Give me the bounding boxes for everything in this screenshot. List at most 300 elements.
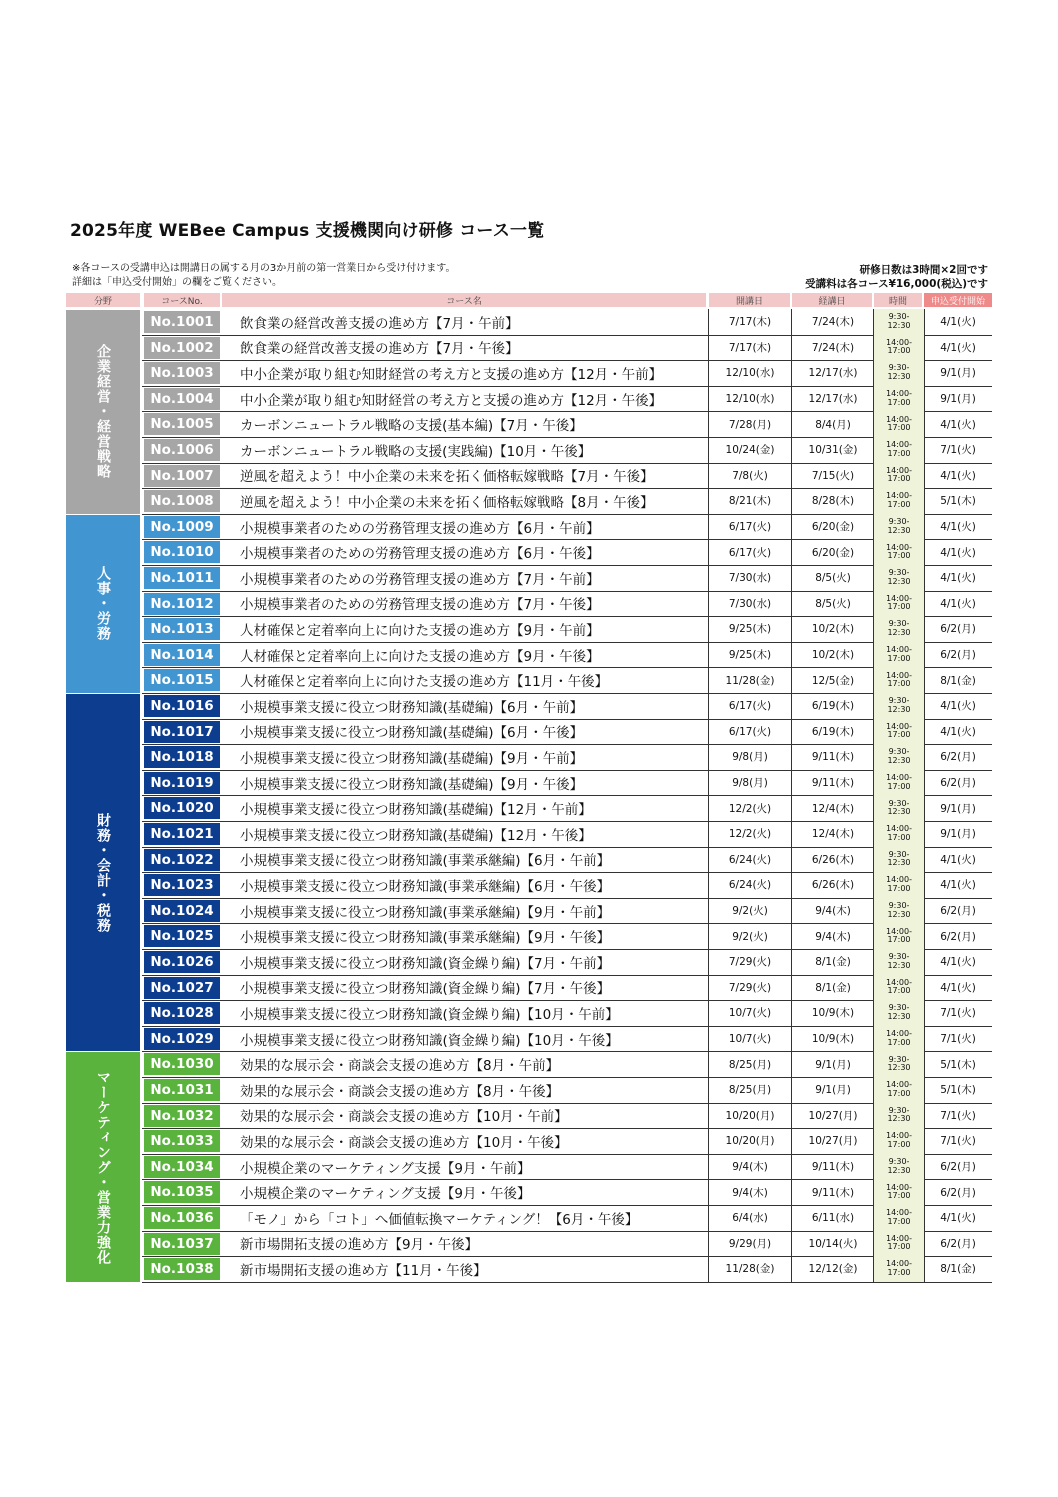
table-row bbox=[142, 1051, 992, 1078]
time-to: 12:30 bbox=[887, 1165, 911, 1175]
course-name: 小規模事業支援に役立つ財務知識(基礎編)【12月・午後】 bbox=[240, 827, 592, 844]
start-date: 10/7(火) bbox=[708, 1026, 791, 1052]
end-date: 8/1(金) bbox=[791, 975, 874, 1001]
time-to: 17:00 bbox=[887, 1191, 911, 1201]
time-slot bbox=[873, 719, 925, 745]
start-date: 9/2(火) bbox=[708, 923, 791, 949]
table-row bbox=[142, 898, 992, 925]
time-slot bbox=[873, 975, 925, 1001]
course-no-badge: No.1011 bbox=[144, 567, 220, 589]
course-no-badge: No.1032 bbox=[144, 1105, 220, 1127]
end-date: 6/11(水) bbox=[791, 1205, 874, 1231]
application-start-date: 9/1(月) bbox=[940, 367, 976, 380]
end-date: 9/11(木) bbox=[791, 744, 874, 770]
time-slot bbox=[873, 309, 925, 335]
start-date: 9/8(月) bbox=[708, 744, 791, 770]
start-date: 8/25(月) bbox=[708, 1077, 791, 1103]
table-row bbox=[142, 821, 992, 848]
time-slot bbox=[873, 591, 925, 617]
course-name: 小規模事業者のための労務管理支援の進め方【6月・午後】 bbox=[240, 546, 600, 563]
time-to: 12:30 bbox=[887, 960, 911, 970]
table-row bbox=[142, 591, 992, 618]
time-from: 14:00- bbox=[886, 440, 912, 450]
time-from: 14:00- bbox=[886, 414, 912, 424]
start-date: 12/10(水) bbox=[708, 386, 791, 412]
table-row bbox=[142, 360, 992, 387]
end-date: 9/1(月) bbox=[791, 1051, 874, 1077]
course-no-badge: No.1023 bbox=[144, 874, 220, 896]
time-slot bbox=[873, 360, 925, 386]
end-date: 8/5(火) bbox=[791, 565, 874, 591]
table-row bbox=[142, 923, 992, 950]
end-date: 9/11(木) bbox=[791, 1179, 874, 1205]
course-name: 小規模事業支援に役立つ財務知識(資金繰り編)【10月・午前】 bbox=[240, 1006, 619, 1023]
end-date: 8/4(月) bbox=[791, 411, 874, 437]
time-slot bbox=[873, 488, 925, 514]
end-date: 9/11(木) bbox=[791, 1154, 874, 1180]
table-row bbox=[142, 1077, 992, 1104]
table-row bbox=[142, 975, 992, 1002]
course-name: 小規模事業支援に役立つ財務知識(基礎編)【12月・午前】 bbox=[240, 802, 592, 819]
time-to: 17:00 bbox=[887, 935, 911, 945]
course-name: 新市場開拓支援の進め方【9月・午後】 bbox=[240, 1237, 479, 1254]
time-slot bbox=[873, 514, 925, 540]
time-from: 9:30- bbox=[888, 363, 910, 373]
table-row bbox=[142, 1256, 992, 1283]
course-no-badge: No.1024 bbox=[144, 900, 220, 922]
time-to: 12:30 bbox=[887, 1011, 911, 1021]
course-name: 中小企業が取り組む知財経営の考え方と支援の進め方【12月・午後】 bbox=[240, 392, 663, 409]
application-start-date: 6/2(月) bbox=[940, 777, 976, 790]
start-date: 12/2(火) bbox=[708, 795, 791, 821]
application-start-date: 4/1(火) bbox=[940, 546, 976, 559]
time-from: 14:00- bbox=[886, 1080, 912, 1090]
time-slot bbox=[873, 642, 925, 668]
time-to: 17:00 bbox=[887, 1216, 911, 1226]
application-start-date: 4/1(火) bbox=[940, 853, 976, 866]
category-label: 企業経営・経営戦略 bbox=[95, 344, 111, 480]
time-slot bbox=[873, 872, 925, 898]
table-row bbox=[142, 335, 992, 362]
time-to: 17:00 bbox=[887, 499, 911, 509]
category-label: マーケティング・営業力強化 bbox=[95, 1069, 111, 1265]
application-start-date: 7/1(火) bbox=[940, 1033, 976, 1046]
end-date: 7/24(木) bbox=[791, 335, 874, 361]
time-to: 17:00 bbox=[887, 551, 911, 561]
time-from: 9:30- bbox=[888, 849, 910, 859]
header-start-date: 開講日 bbox=[709, 293, 790, 307]
course-no-badge: No.1019 bbox=[144, 772, 220, 794]
header-course-name: コース名 bbox=[222, 293, 706, 307]
course-name: 小規模事業者のための労務管理支援の進め方【7月・午後】 bbox=[240, 597, 600, 614]
application-start-date: 5/1(木) bbox=[940, 495, 976, 508]
time-slot bbox=[873, 616, 925, 642]
time-slot bbox=[873, 463, 925, 489]
course-no-badge: No.1034 bbox=[144, 1156, 220, 1178]
time-slot bbox=[873, 1205, 925, 1231]
table-row bbox=[142, 411, 992, 438]
time-from: 9:30- bbox=[888, 568, 910, 578]
time-from: 9:30- bbox=[888, 1003, 910, 1013]
course-no-badge: No.1001 bbox=[144, 311, 220, 333]
time-to: 17:00 bbox=[887, 730, 911, 740]
time-from: 9:30- bbox=[888, 1105, 910, 1115]
header-category: 分野 bbox=[66, 293, 140, 307]
table-row bbox=[142, 437, 992, 464]
course-no-badge: No.1006 bbox=[144, 439, 220, 461]
end-date: 7/24(木) bbox=[791, 309, 874, 335]
start-date: 10/20(月) bbox=[708, 1103, 791, 1129]
start-date: 7/28(月) bbox=[708, 411, 791, 437]
end-date: 7/15(火) bbox=[791, 463, 874, 489]
application-start-date: 4/1(火) bbox=[940, 981, 976, 994]
end-date: 8/1(金) bbox=[791, 949, 874, 975]
table-row bbox=[142, 744, 992, 771]
time-slot bbox=[873, 1000, 925, 1026]
time-to: 12:30 bbox=[887, 320, 911, 330]
course-no-badge: No.1003 bbox=[144, 362, 220, 384]
application-start-date: 4/1(火) bbox=[940, 700, 976, 713]
category-label: 人事・労務 bbox=[95, 566, 111, 642]
course-name: カーボンニュートラル戦略の支援(実践編)【10月・午後】 bbox=[240, 443, 592, 460]
application-start-date: 6/2(月) bbox=[940, 1161, 976, 1174]
application-start-date: 4/1(火) bbox=[940, 1212, 976, 1225]
time-slot bbox=[873, 539, 925, 565]
note-see-column: 詳細は「申込受付開始」の欄をご覧ください。 bbox=[72, 277, 282, 288]
time-from: 9:30- bbox=[888, 901, 910, 911]
table-row bbox=[142, 1000, 992, 1027]
time-slot bbox=[873, 744, 925, 770]
course-no-badge: No.1028 bbox=[144, 1002, 220, 1024]
table-row bbox=[142, 309, 992, 336]
table-row bbox=[142, 1179, 992, 1206]
course-name: 効果的な展示会・商談会支援の進め方【8月・午後】 bbox=[240, 1083, 560, 1100]
table-row bbox=[142, 1231, 992, 1258]
time-from: 14:00- bbox=[886, 1208, 912, 1218]
course-no-badge: No.1004 bbox=[144, 388, 220, 410]
category-label: 財務・会計・税務 bbox=[95, 812, 111, 933]
table-row bbox=[142, 616, 992, 643]
end-date: 10/2(木) bbox=[791, 642, 874, 668]
time-slot bbox=[873, 335, 925, 361]
table-row bbox=[142, 872, 992, 899]
start-date: 6/17(火) bbox=[708, 693, 791, 719]
course-name: 人材確保と定着率向上に向けた支援の進め方【11月・午後】 bbox=[240, 674, 609, 691]
time-from: 14:00- bbox=[886, 773, 912, 783]
application-start-date: 6/2(月) bbox=[940, 930, 976, 943]
application-start-date: 8/1(金) bbox=[940, 1263, 976, 1276]
time-to: 12:30 bbox=[887, 807, 911, 817]
course-no-badge: No.1037 bbox=[144, 1233, 220, 1255]
header-end-date: 経講日 bbox=[792, 293, 872, 307]
time-to: 17:00 bbox=[887, 1139, 911, 1149]
end-date: 6/20(金) bbox=[791, 514, 874, 540]
time-from: 14:00- bbox=[886, 1259, 912, 1269]
time-to: 17:00 bbox=[887, 832, 911, 842]
table-row bbox=[142, 1205, 992, 1232]
time-slot bbox=[873, 565, 925, 591]
start-date: 9/4(木) bbox=[708, 1179, 791, 1205]
start-date: 9/25(木) bbox=[708, 642, 791, 668]
end-date: 8/5(火) bbox=[791, 591, 874, 617]
time-to: 12:30 bbox=[887, 755, 911, 765]
time-to: 12:30 bbox=[887, 909, 911, 919]
time-slot bbox=[873, 437, 925, 463]
application-start-date: 6/2(月) bbox=[940, 905, 976, 918]
table-row bbox=[142, 1128, 992, 1155]
start-date: 9/29(月) bbox=[708, 1231, 791, 1257]
start-date: 12/2(火) bbox=[708, 821, 791, 847]
time-slot bbox=[873, 795, 925, 821]
table-row bbox=[142, 1154, 992, 1181]
time-from: 9:30- bbox=[888, 1157, 910, 1167]
application-start-date: 4/1(火) bbox=[940, 316, 976, 329]
end-date: 9/4(木) bbox=[791, 898, 874, 924]
time-from: 14:00- bbox=[886, 1182, 912, 1192]
end-date: 6/20(金) bbox=[791, 539, 874, 565]
time-to: 17:00 bbox=[887, 986, 911, 996]
start-date: 7/17(木) bbox=[708, 309, 791, 335]
start-date: 8/21(木) bbox=[708, 488, 791, 514]
time-to: 17:00 bbox=[887, 423, 911, 433]
course-no-badge: No.1027 bbox=[144, 977, 220, 999]
course-name: 小規模事業者のための労務管理支援の進め方【7月・午前】 bbox=[240, 571, 600, 588]
course-name: 効果的な展示会・商談会支援の進め方【10月・午後】 bbox=[240, 1134, 568, 1151]
application-start-date: 9/1(月) bbox=[940, 393, 976, 406]
time-to: 17:00 bbox=[887, 1267, 911, 1277]
end-date: 10/27(月) bbox=[791, 1128, 874, 1154]
time-to: 17:00 bbox=[887, 883, 911, 893]
table-row bbox=[142, 463, 992, 490]
course-no-badge: No.1038 bbox=[144, 1258, 220, 1280]
time-to: 12:30 bbox=[887, 371, 911, 381]
time-to: 17:00 bbox=[887, 1088, 911, 1098]
category-block bbox=[66, 310, 140, 514]
course-name: 小規模事業支援に役立つ財務知識(資金繰り編)【7月・午後】 bbox=[240, 981, 611, 998]
start-date: 6/17(火) bbox=[708, 719, 791, 745]
end-date: 12/5(金) bbox=[791, 667, 874, 693]
table-row bbox=[142, 1026, 992, 1053]
application-start-date: 9/1(月) bbox=[940, 828, 976, 841]
time-from: 14:00- bbox=[886, 1233, 912, 1243]
time-to: 17:00 bbox=[887, 1242, 911, 1252]
application-start-date: 7/1(火) bbox=[940, 1109, 976, 1122]
time-from: 9:30- bbox=[888, 798, 910, 808]
time-from: 14:00- bbox=[886, 389, 912, 399]
end-date: 10/27(月) bbox=[791, 1103, 874, 1129]
start-date: 7/8(火) bbox=[708, 463, 791, 489]
time-from: 9:30- bbox=[888, 1054, 910, 1064]
course-no-badge: No.1025 bbox=[144, 925, 220, 947]
course-name: 飲食業の経営改善支援の進め方【7月・午後】 bbox=[240, 341, 519, 358]
course-no-badge: No.1012 bbox=[144, 593, 220, 615]
course-no-badge: No.1010 bbox=[144, 541, 220, 563]
time-to: 12:30 bbox=[887, 1063, 911, 1073]
time-from: 14:00- bbox=[886, 926, 912, 936]
start-date: 9/25(木) bbox=[708, 616, 791, 642]
time-from: 14:00- bbox=[886, 337, 912, 347]
end-date: 6/26(木) bbox=[791, 872, 874, 898]
course-no-badge: No.1015 bbox=[144, 669, 220, 691]
application-start-date: 4/1(火) bbox=[940, 418, 976, 431]
time-from: 14:00- bbox=[886, 542, 912, 552]
course-name: 飲食業の経営改善支援の進め方【7月・午前】 bbox=[240, 315, 519, 332]
note-fee: 受講料は各コース¥16,000(税込)です bbox=[805, 278, 988, 290]
course-name: 人材確保と定着率向上に向けた支援の進め方【9月・午後】 bbox=[240, 648, 600, 665]
course-no-badge: No.1021 bbox=[144, 823, 220, 845]
end-date: 10/9(木) bbox=[791, 1000, 874, 1026]
application-start-date: 4/1(火) bbox=[940, 956, 976, 969]
course-name: 小規模企業のマーケティング支援【9月・午後】 bbox=[240, 1186, 531, 1203]
time-to: 17:00 bbox=[887, 346, 911, 356]
application-start-date: 6/2(月) bbox=[940, 1237, 976, 1250]
time-to: 12:30 bbox=[887, 525, 911, 535]
time-to: 17:00 bbox=[887, 1037, 911, 1047]
course-name: 小規模事業支援に役立つ財務知識(事業承継編)【9月・午前】 bbox=[240, 904, 611, 921]
course-no-badge: No.1017 bbox=[144, 721, 220, 743]
start-date: 7/17(木) bbox=[708, 335, 791, 361]
course-no-badge: No.1020 bbox=[144, 797, 220, 819]
application-start-date: 4/1(火) bbox=[940, 725, 976, 738]
time-slot bbox=[873, 386, 925, 412]
note-training-days: 研修日数は3時間×2回です bbox=[859, 264, 988, 276]
start-date: 7/29(火) bbox=[708, 975, 791, 1001]
time-to: 17:00 bbox=[887, 653, 911, 663]
time-from: 14:00- bbox=[886, 824, 912, 834]
time-from: 14:00- bbox=[886, 977, 912, 987]
course-name: 小規模事業支援に役立つ財務知識(資金繰り編)【10月・午後】 bbox=[240, 1032, 619, 1049]
course-no-badge: No.1002 bbox=[144, 337, 220, 359]
course-name: 中小企業が取り組む知財経営の考え方と支援の進め方【12月・午前】 bbox=[240, 366, 663, 383]
time-slot bbox=[873, 693, 925, 719]
start-date: 9/2(火) bbox=[708, 898, 791, 924]
time-slot bbox=[873, 1026, 925, 1052]
category-block bbox=[66, 515, 140, 693]
course-name: 新市場開拓支援の進め方【11月・午後】 bbox=[240, 1262, 487, 1279]
application-start-date: 4/1(火) bbox=[940, 572, 976, 585]
table-row bbox=[142, 847, 992, 874]
course-name: 小規模事業支援に役立つ財務知識(基礎編)【9月・午前】 bbox=[240, 750, 584, 767]
application-start-date: 4/1(火) bbox=[940, 521, 976, 534]
time-slot bbox=[873, 923, 925, 949]
start-date: 11/28(金) bbox=[708, 1256, 791, 1282]
application-start-date: 5/1(木) bbox=[940, 1084, 976, 1097]
course-no-badge: No.1030 bbox=[144, 1053, 220, 1075]
application-start-date: 5/1(木) bbox=[940, 1058, 976, 1071]
application-start-date: 4/1(火) bbox=[940, 879, 976, 892]
start-date: 9/4(木) bbox=[708, 1154, 791, 1180]
header-course-no: コースNo. bbox=[144, 293, 220, 307]
table-row bbox=[142, 770, 992, 797]
time-from: 14:00- bbox=[886, 875, 912, 885]
time-from: 14:00- bbox=[886, 465, 912, 475]
end-date: 10/31(金) bbox=[791, 437, 874, 463]
time-slot bbox=[873, 1077, 925, 1103]
start-date: 7/30(水) bbox=[708, 591, 791, 617]
start-date: 10/24(金) bbox=[708, 437, 791, 463]
course-no-badge: No.1018 bbox=[144, 746, 220, 768]
table-row bbox=[142, 386, 992, 413]
header-application-start: 申込受付開始 bbox=[924, 293, 992, 307]
course-no-badge: No.1007 bbox=[144, 465, 220, 487]
course-name: 「モノ」から「コト」へ価値転換マーケティング！【6月・午後】 bbox=[240, 1211, 639, 1228]
time-from: 14:00- bbox=[886, 1029, 912, 1039]
start-date: 12/10(水) bbox=[708, 360, 791, 386]
application-start-date: 4/1(火) bbox=[940, 341, 976, 354]
application-start-date: 4/1(火) bbox=[940, 469, 976, 482]
course-name: 小規模事業支援に役立つ財務知識(事業承継編)【6月・午後】 bbox=[240, 878, 611, 895]
time-slot bbox=[873, 1231, 925, 1257]
end-date: 9/11(木) bbox=[791, 770, 874, 796]
time-slot bbox=[873, 1128, 925, 1154]
time-to: 12:30 bbox=[887, 704, 911, 714]
time-slot bbox=[873, 821, 925, 847]
course-name: 小規模事業支援に役立つ財務知識(基礎編)【6月・午後】 bbox=[240, 725, 584, 742]
time-slot bbox=[873, 667, 925, 693]
time-from: 14:00- bbox=[886, 645, 912, 655]
time-from: 14:00- bbox=[886, 491, 912, 501]
course-no-badge: No.1029 bbox=[144, 1028, 220, 1050]
time-to: 17:00 bbox=[887, 781, 911, 791]
course-name: 小規模事業支援に役立つ財務知識(事業承継編)【6月・午前】 bbox=[240, 853, 611, 870]
time-to: 17:00 bbox=[887, 448, 911, 458]
end-date: 6/19(木) bbox=[791, 719, 874, 745]
time-to: 17:00 bbox=[887, 679, 911, 689]
time-from: 9:30- bbox=[888, 747, 910, 757]
category-block bbox=[66, 1052, 140, 1281]
time-slot bbox=[873, 949, 925, 975]
time-to: 17:00 bbox=[887, 397, 911, 407]
time-from: 9:30- bbox=[888, 517, 910, 527]
time-from: 9:30- bbox=[888, 952, 910, 962]
end-date: 10/9(木) bbox=[791, 1026, 874, 1052]
end-date: 9/1(月) bbox=[791, 1077, 874, 1103]
course-no-badge: No.1022 bbox=[144, 849, 220, 871]
course-name: 小規模事業者のための労務管理支援の進め方【6月・午前】 bbox=[240, 520, 600, 537]
time-from: 14:00- bbox=[886, 721, 912, 731]
course-no-badge: No.1033 bbox=[144, 1130, 220, 1152]
time-from: 14:00- bbox=[886, 593, 912, 603]
time-to: 17:00 bbox=[887, 602, 911, 612]
end-date: 12/12(金) bbox=[791, 1256, 874, 1282]
start-date: 6/17(火) bbox=[708, 514, 791, 540]
table-row bbox=[142, 667, 992, 694]
table-row bbox=[142, 565, 992, 592]
course-name: 小規模企業のマーケティング支援【9月・午前】 bbox=[240, 1160, 531, 1177]
end-date: 12/4(木) bbox=[791, 795, 874, 821]
start-date: 7/30(水) bbox=[708, 565, 791, 591]
application-start-date: 6/2(月) bbox=[940, 623, 976, 636]
time-to: 12:30 bbox=[887, 858, 911, 868]
table-row bbox=[142, 514, 992, 541]
course-name: 小規模事業支援に役立つ財務知識(事業承継編)【9月・午後】 bbox=[240, 930, 611, 947]
page-title: 2025年度 WEBee Campus 支援機関向け研修 コース一覧 bbox=[70, 221, 545, 241]
time-from: 14:00- bbox=[886, 670, 912, 680]
time-from: 14:00- bbox=[886, 1131, 912, 1141]
note-application-rule: ※各コースの受講申込は開講日の属する月の3か月前の第一営業日から受け付けます。 bbox=[72, 263, 456, 274]
time-slot bbox=[873, 1256, 925, 1282]
start-date: 6/24(火) bbox=[708, 847, 791, 873]
time-slot bbox=[873, 1103, 925, 1129]
course-name: 効果的な展示会・商談会支援の進め方【8月・午前】 bbox=[240, 1058, 560, 1075]
course-no-badge: No.1026 bbox=[144, 951, 220, 973]
time-to: 17:00 bbox=[887, 474, 911, 484]
time-slot bbox=[873, 770, 925, 796]
time-to: 12:30 bbox=[887, 576, 911, 586]
start-date: 6/17(火) bbox=[708, 539, 791, 565]
application-start-date: 8/1(金) bbox=[940, 674, 976, 687]
time-slot bbox=[873, 898, 925, 924]
